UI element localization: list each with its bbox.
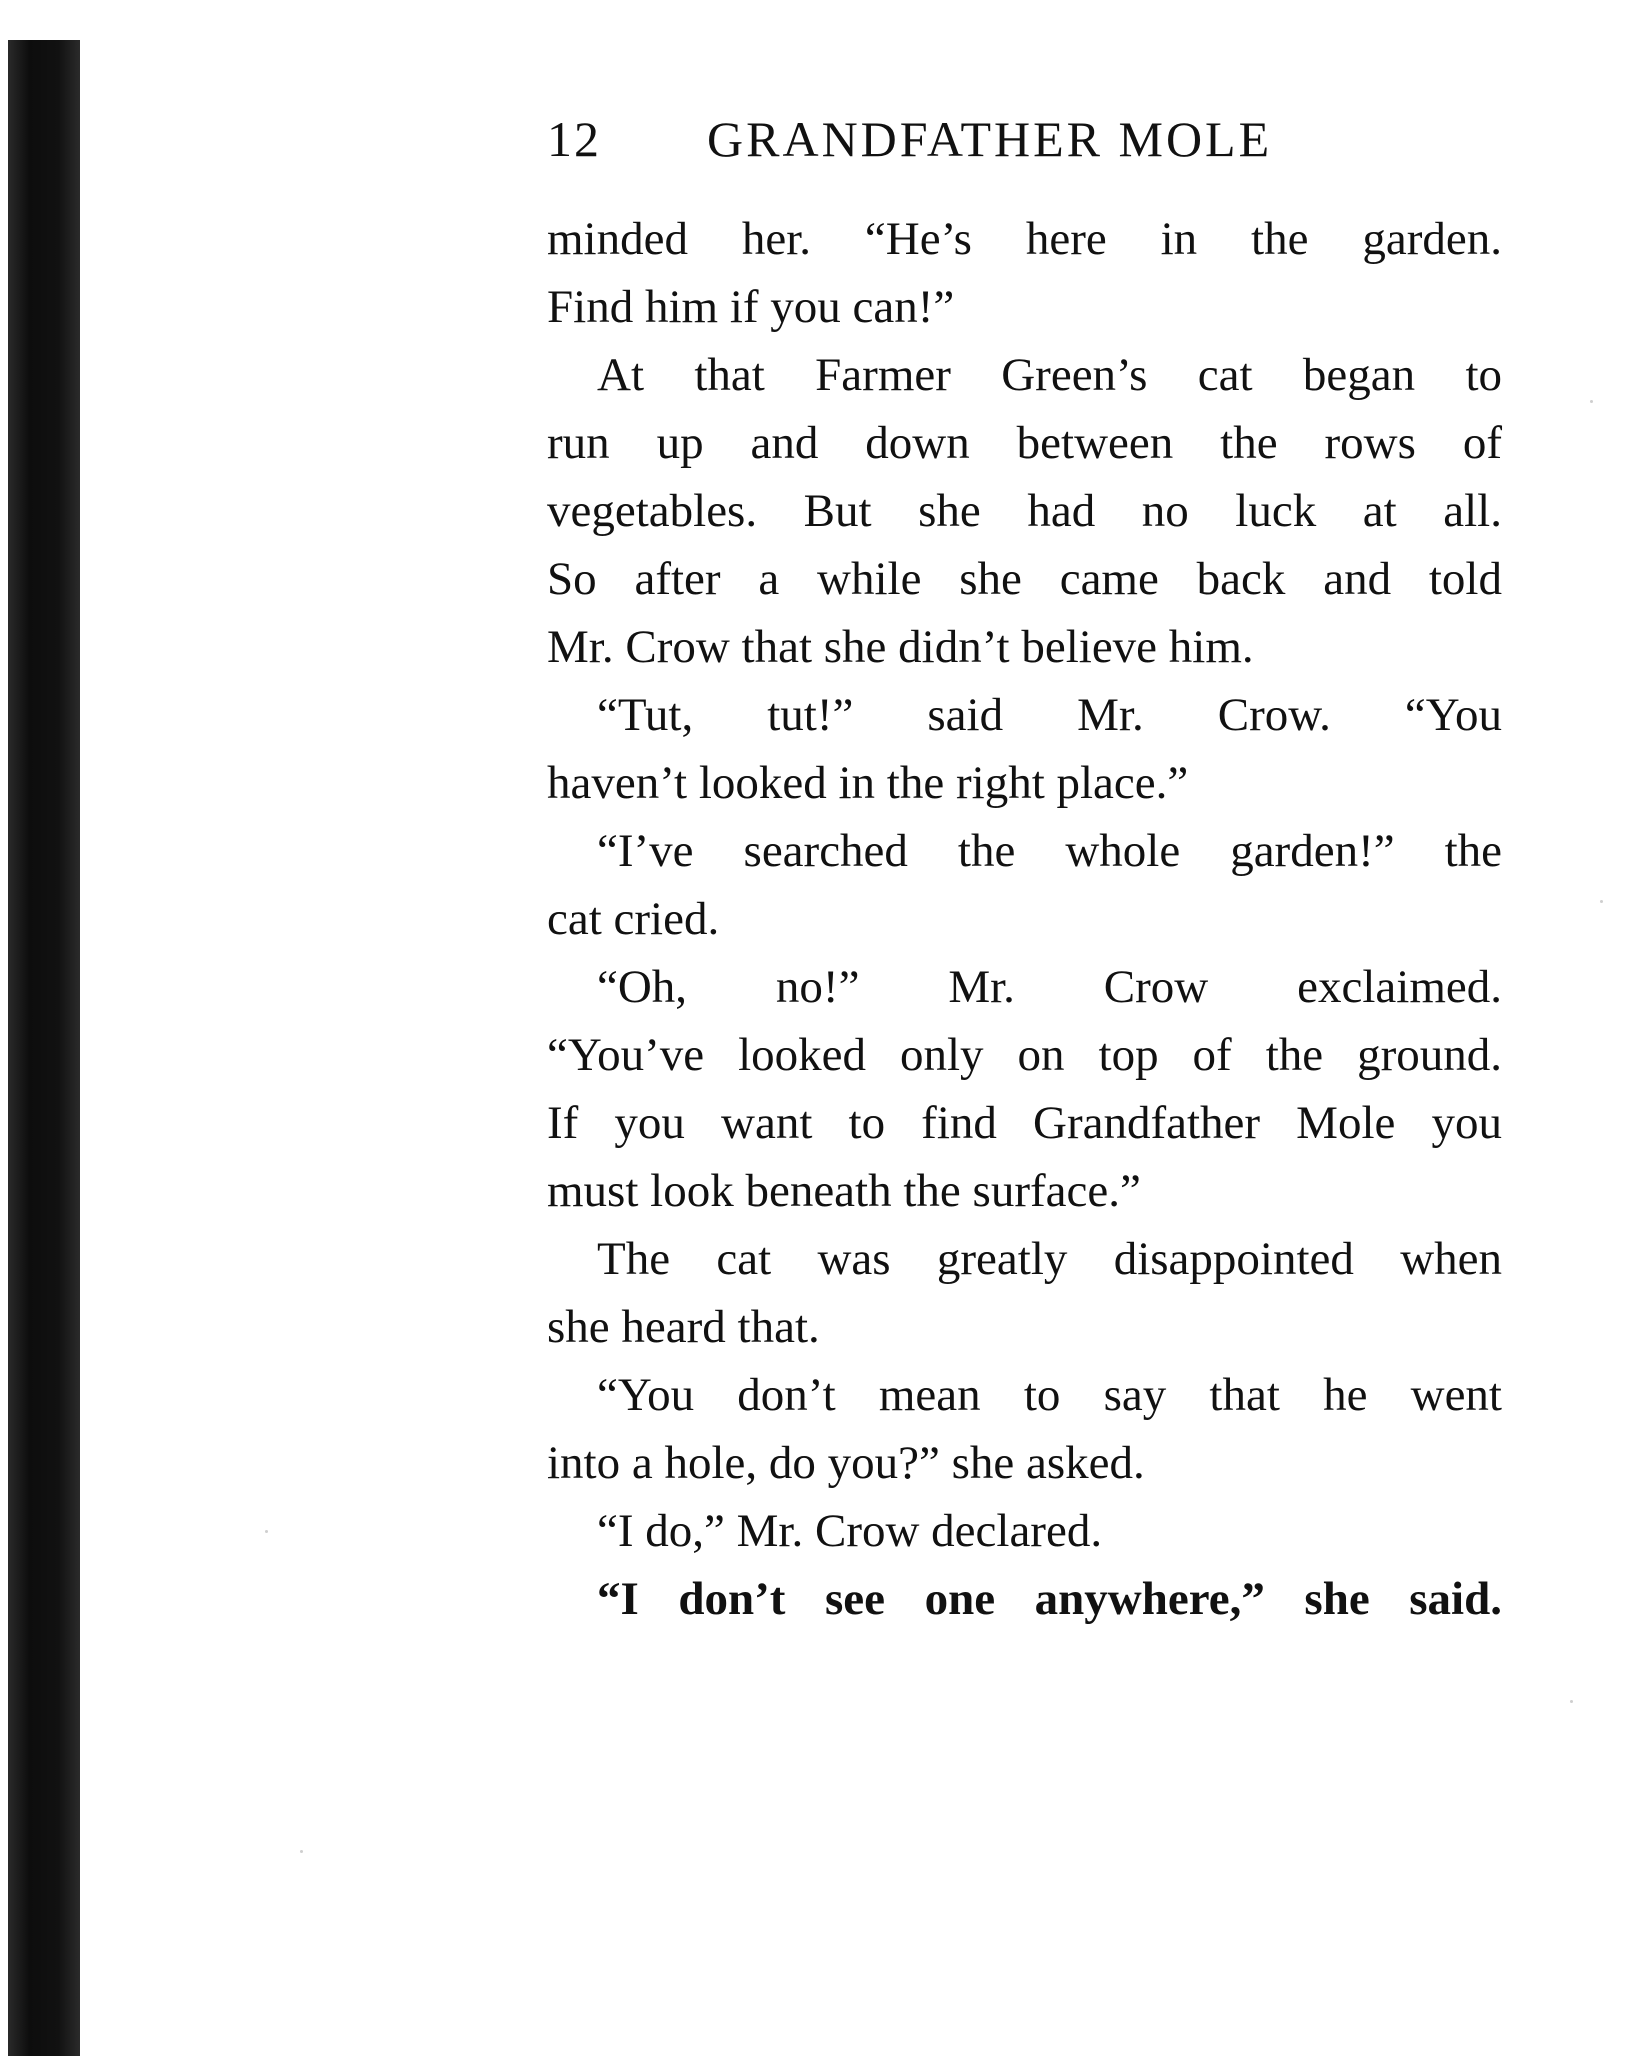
scan-speckle bbox=[300, 1850, 303, 1853]
text-line: “Tut, tut!” said Mr. Crow. “You bbox=[597, 689, 1502, 741]
scan-speckle bbox=[1600, 900, 1603, 903]
text-line: “You’ve looked only on top of the ground. bbox=[547, 1029, 1502, 1081]
scan-speckle bbox=[265, 1530, 268, 1533]
text-line: So after a while she came back and told bbox=[547, 553, 1502, 605]
text-line: vegetables. But she had no luck at all. bbox=[547, 485, 1502, 537]
text-line: “I’ve searched the whole garden!” the bbox=[597, 825, 1502, 877]
text-line: “I don’t see one anywhere,” she said. bbox=[597, 1573, 1502, 1625]
binding-edge bbox=[8, 40, 80, 2056]
text-line: she heard that. bbox=[547, 1301, 820, 1353]
scan-speckle bbox=[1590, 400, 1593, 403]
page-header bbox=[547, 110, 1507, 180]
body-text bbox=[547, 205, 1502, 1633]
text-line: “Oh, no!” Mr. Crow exclaimed. bbox=[597, 961, 1502, 1013]
text-line: The cat was greatly disappointed when bbox=[597, 1233, 1502, 1285]
scan-speckle bbox=[1570, 1700, 1573, 1703]
text-line: haven’t looked in the right place.” bbox=[547, 757, 1189, 809]
text-line: into a hole, do you?” she asked. bbox=[547, 1437, 1145, 1489]
text-line: must look beneath the surface.” bbox=[547, 1165, 1141, 1217]
page-number: 12 bbox=[547, 111, 601, 167]
text-line: cat cried. bbox=[547, 893, 720, 945]
text-line: If you want to find Grandfather Mole you bbox=[547, 1097, 1502, 1149]
text-line: Find him if you can!” bbox=[547, 281, 955, 333]
text-line: minded her. “He’s here in the garden. bbox=[547, 213, 1502, 265]
text-line: Mr. Crow that she didn’t believe him. bbox=[547, 621, 1254, 673]
text-line: run up and down between the rows of bbox=[547, 417, 1502, 469]
text-line: “I do,” Mr. Crow declared. bbox=[597, 1505, 1103, 1557]
text-line: At that Farmer Green’s cat began to bbox=[597, 349, 1502, 401]
text-line: “You don’t mean to say that he went bbox=[597, 1369, 1502, 1421]
running-title: GRANDFATHER MOLE bbox=[707, 111, 1273, 167]
